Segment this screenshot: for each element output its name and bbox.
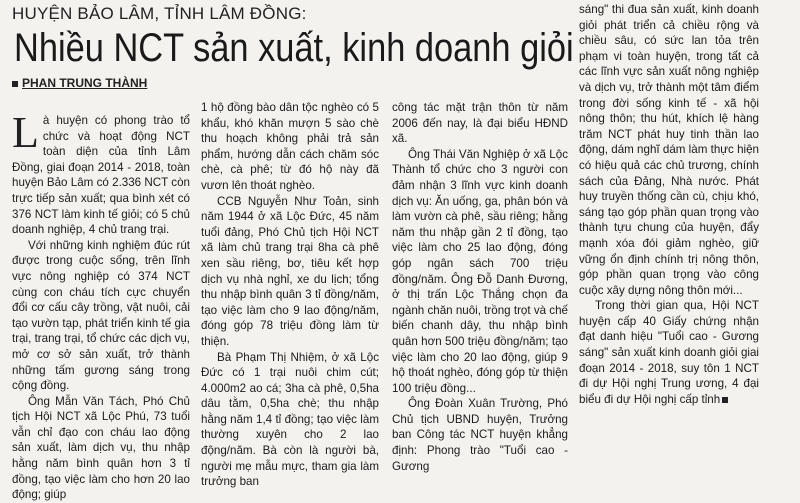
paragraph: Với những kinh nghiệm đúc rút được trong cuộc sống, trên lĩnh vực nông nghiệp có 374 NCT cùng con cháu tích cực chuyển đổi cơ cấu cây trồng, vật nuôi, cải tạo vườn tạp, phát triển kinh tế gia trại, trang trại, tổ chức các dịch vụ, mở cơ sở sản xuất, trở thành những tấm gương sáng trong cộng đồng. bbox=[12, 238, 190, 393]
paragraph: Bà Phạm Thị Nhiệm, ở xã Lộc Đức có 1 trại nuôi chim cút; 4.000m2 ao cá; 3ha cà phê, 0,5ha dâu tằm, 0,5ha chè; thu nhập hằng năm 1,4 tỉ đồng; tạo việc làm thường xuyên cho 2 lao động/năm. Bà còn là người bà, người mẹ mẫu mực, tham gia làm trưởng ban bbox=[201, 350, 379, 489]
paragraph bbox=[579, 298, 759, 407]
article-column-3 bbox=[392, 100, 568, 474]
paragraph: Ông Thái Văn Nghiệp ở xã Lộc Thành tổ chức cho 3 người con đảm nhận 3 lĩnh vực kinh doanh dịch vụ: Ăn uống, ga, phân bón và làm vườn cà phê, sầu riêng; hằng năm thu nhập gần 2 tỉ đồng, tạo việc làm cho 25 lao động, đóng góp ngân sách 700 triệu đồng/năm. Ông Đỗ Danh Đương, ở thị trấn Lộc Thắng chọn đa ngành chăn nuôi, trồng trọt và chế biến chanh dây, thu nhập bình quân hơn 500 triệu đồng/năm; tạo việc làm cho 20 lao động, giúp 9 hộ thoát nghèo, đóng góp từ thiện 100 triệu đồng... bbox=[392, 147, 568, 395]
paragraph: sáng" thi đua sản xuất, kinh doanh giỏi phát triển cả chiều rộng và chiều sâu, có sức lan tỏa trên phạm vi toàn huyện, trong tất cả các lĩnh vực sản xuất nông nghiệp và dịch vụ, trở thành một tâm điểm trong đời sống kinh tế - xã hội nông thôn; thu hút, khích lệ hàng trăm NCT phát huy tinh thần lao động, dám nghĩ dám làm thực hiện có hiệu quả các chủ trương, chính sách của Đảng, Nhà nước. Phát huy truyền thống cần cù, chịu khó, sáng tạo góp phần quan trọng vào thành tựu chung của huyện, đẩy mạnh xóa đói giảm nghèo, giữ vững ổn định chính trị nông thôn, góp phần quan trọng vào công cuộc xây dựng nông thôn mới... bbox=[579, 3, 759, 297]
paragraph-text: à huyện có phong trào tổ chức và hoạt động NCT toàn diện của tỉnh Lâm Đồng, giai đoạn 2014 - 2018, toàn huyện Bảo Lâm có 2.336 NCT còn trực tiếp sản xuất; qua bình xét có 376 NCT làm kinh tế giỏi; có 5 chủ doanh nghiệp, 4 chủ trang trại. bbox=[12, 114, 190, 237]
paragraph: công tác mặt trận thôn từ năm 2006 đến nay, là đại biểu HĐND xã. bbox=[392, 101, 568, 146]
byline-author: PHAN TRUNG THÀNH bbox=[22, 76, 148, 90]
paragraph bbox=[12, 108, 190, 238]
paragraph: Ông Đoàn Xuân Trường, Phó Chủ tịch UBND huyện, Trưởng ban Công tác NCT huyện khẳng định: Phong trào "Tuổi cao - Gương bbox=[392, 397, 568, 473]
article-column-4 bbox=[579, 2, 759, 407]
drop-cap: L bbox=[12, 108, 39, 157]
article-kicker: HUYỆN BẢO LÂM, TỈNH LÂM ĐỒNG: bbox=[12, 4, 307, 23]
paragraph: 1 hộ đồng bào dân tộc nghèo có 5 khẩu, khó khăn mượn 5 sào chè thu hoạch không phải trả sản phẩm, hướng dẫn cách chăm sóc chè, cà phê; từ đó hộ này đã vươn lên thoát nghèo. bbox=[201, 101, 379, 192]
article-column-2 bbox=[201, 100, 379, 490]
article-byline bbox=[12, 76, 147, 90]
article-headline: Nhiều NCT sản xuất, kinh doanh giỏi bbox=[14, 26, 574, 70]
paragraph: Ông Mẫn Văn Tách, Phó Chủ tịch Hội NCT xã Lộc Phú, 73 tuổi vẫn chỉ đạo con cháu lao động sản xuất, làm dịch vụ, thu nhập hằng năm bình quân hơn 3 tỉ đồng, tạo việc làm cho hơn 20 lao động; giúp bbox=[12, 394, 190, 502]
paragraph-text: Trong thời gian qua, Hội NCT huyện cấp 40 Giấy chứng nhận đạt danh hiệu "Tuổi cao - Gương sáng" sản xuất kinh doanh giỏi giai đoạn 2014 - 2018, suy tôn 1 NCT đi dự Hội nghị Trung ương, 4 đại biểu đi dự Hội nghị cấp tỉnh bbox=[579, 299, 759, 406]
article-column-1 bbox=[12, 108, 190, 503]
paragraph: CCB Nguyễn Như Toản, sinh năm 1944 ở xã Lộc Đức, 45 năm tuổi đảng, Phó Chủ tịch Hội NCT xã làm chủ trang trại 8ha cà phê xen sầu riêng, bơ, tiêu kết hợp dịch vụ nhà nghỉ, xe du lịch; tổng thu nhập bình quân 3 tỉ đồng/năm, tạo việc làm cho 9 lao động/năm, đóng góp 78 triệu đồng làm từ thiện. bbox=[201, 194, 379, 348]
end-mark-icon bbox=[722, 397, 728, 403]
byline-square-icon bbox=[12, 81, 18, 87]
